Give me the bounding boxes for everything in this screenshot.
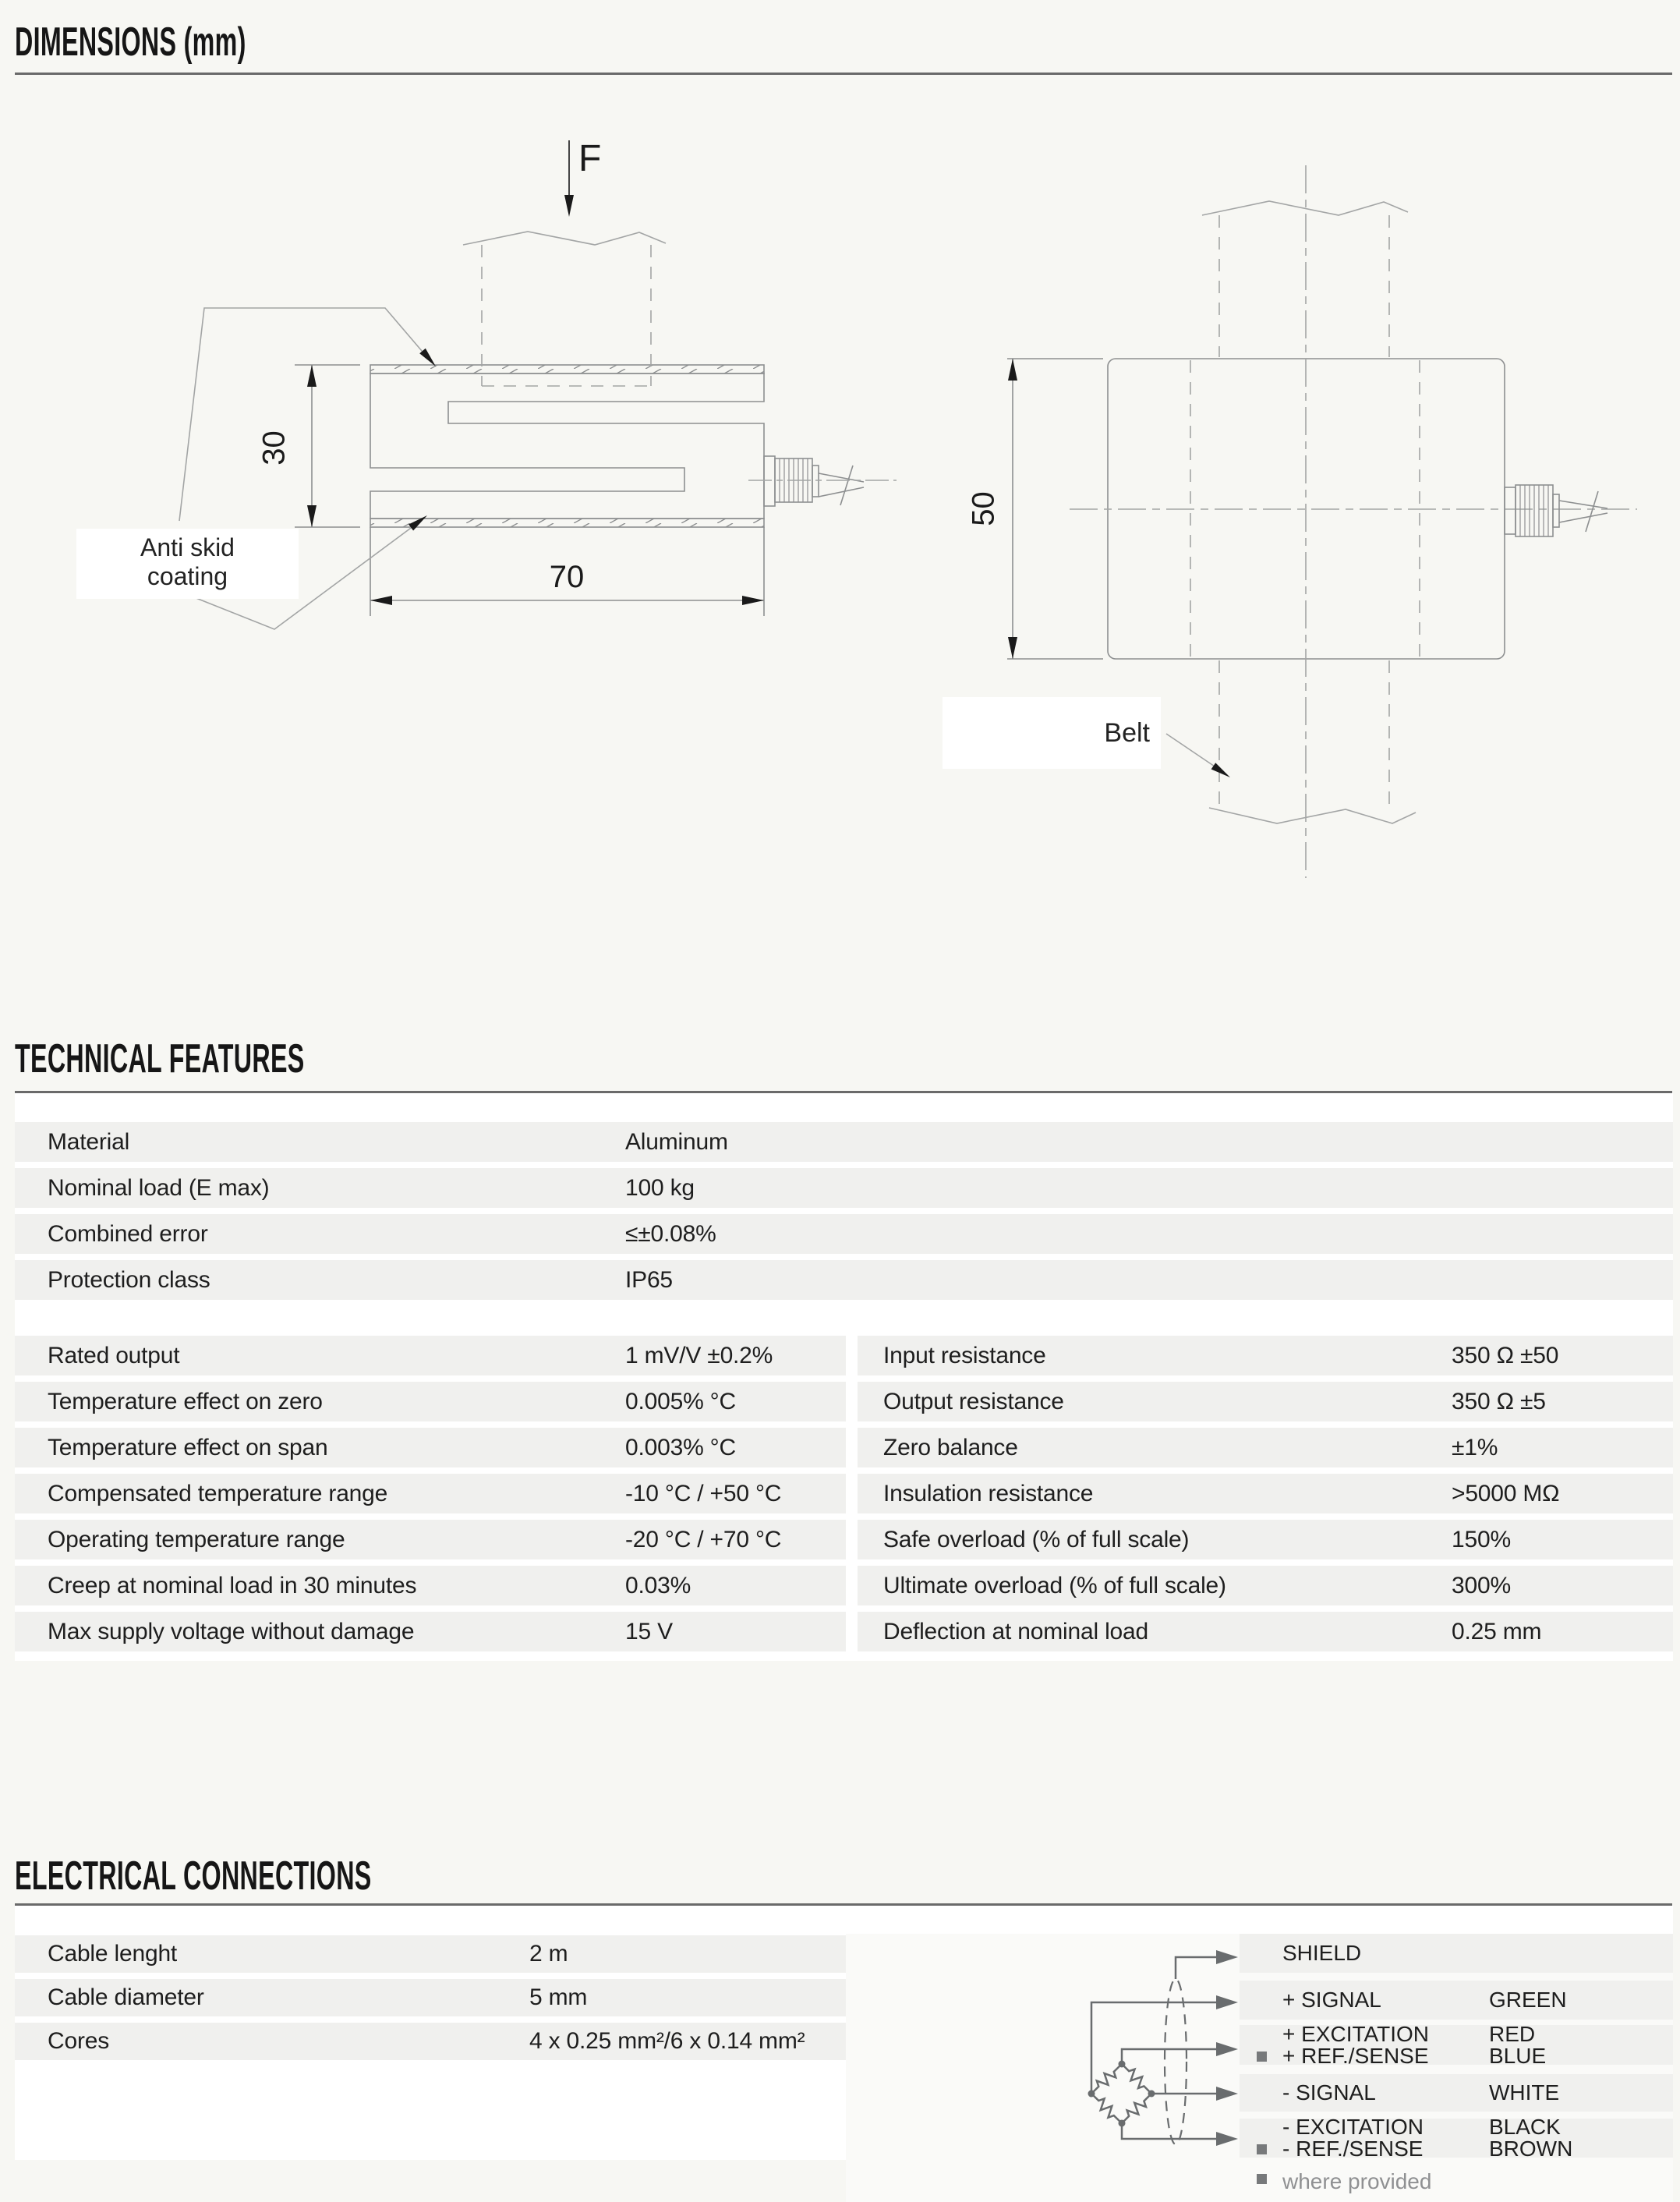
spec-value: 350 Ω ±5: [1452, 1388, 1546, 1414]
plus-excitation-wire: [1122, 2049, 1218, 2064]
spec-value: >5000 MΩ: [1452, 1480, 1560, 1506]
loadcell-body-outline: [370, 373, 764, 519]
belt-break-top: [1202, 201, 1408, 215]
spec-value: 0.005% °C: [625, 1388, 736, 1414]
wire-label: - EXCITATION: [1282, 2115, 1424, 2139]
dimensions-title: DIMENSIONS (mm): [15, 19, 246, 65]
spec-label: Deflection at nominal load: [883, 1618, 1149, 1644]
note-text: where provided: [1282, 2169, 1432, 2193]
table-row: [15, 1566, 846, 1605]
spec-value: 350 Ω ±50: [1452, 1342, 1559, 1368]
spec-label: Rated output: [48, 1342, 180, 1368]
provided-marker-icon: [1257, 2052, 1267, 2062]
table-row: [15, 1428, 846, 1467]
table-row: [15, 1260, 1673, 1300]
wire-label: + EXCITATION: [1282, 2021, 1429, 2046]
spec-value: 1 mV/V ±0.2%: [625, 1342, 773, 1368]
dimension-drawings: [0, 0, 1680, 1006]
table-row: [15, 1612, 846, 1652]
anti-skid-line2: coating: [147, 562, 228, 590]
spec-label: Creep at nominal load in 30 minutes: [48, 1572, 417, 1598]
technical-features-title: TECHNICAL FEATURES: [15, 1036, 305, 1082]
spec-value: 0.003% °C: [625, 1434, 736, 1460]
spec-label: Output resistance: [883, 1388, 1064, 1414]
table-row: [15, 1979, 846, 2016]
cable-shield-ellipse: [1165, 1979, 1187, 2144]
table-row: [15, 1168, 1673, 1208]
front-view-drawing: [1007, 165, 1637, 878]
belt-lines-front: [1190, 215, 1420, 808]
where-provided-note: [1240, 2169, 1673, 2194]
spec-value: 2 m: [529, 1941, 568, 1967]
wheatstone-bridge: [1088, 2060, 1155, 2127]
dim-70-label: 70: [549, 560, 585, 594]
wiring-row: [1240, 2115, 1673, 2161]
spec-value: Aluminum: [625, 1128, 728, 1155]
wire-color: BLACK: [1489, 2115, 1561, 2139]
spec-value: ≤±0.08%: [625, 1220, 716, 1247]
table-row: [15, 1336, 846, 1375]
force-arrow: [564, 140, 574, 217]
wire-label: SHIELD: [1282, 1941, 1362, 1965]
spec-label: Nominal load (E max): [48, 1174, 270, 1201]
table-row: [15, 1214, 1673, 1254]
table-row: [15, 1935, 846, 1973]
spec-label: Compensated temperature range: [48, 1480, 388, 1506]
wire-color: GREEN: [1489, 1988, 1567, 2012]
belt-break-bottom: [1209, 808, 1416, 823]
electrical-connections-title: ELECTRICAL CONNECTIONS: [15, 1853, 372, 1899]
spec-value: 4 x 0.25 mm²/6 x 0.14 mm²: [529, 2028, 805, 2054]
spec-label: Input resistance: [883, 1342, 1046, 1368]
wire-label: + REF./SENSE: [1282, 2043, 1429, 2068]
spec-label: Operating temperature range: [48, 1526, 345, 1552]
cable-connector-front: [1505, 485, 1607, 536]
provided-marker-icon: [1257, 2144, 1267, 2154]
wiring-row: [1240, 2021, 1673, 2068]
spec-label: Ultimate overload (% of full scale): [883, 1572, 1226, 1598]
spec-label: Temperature effect on zero: [48, 1388, 323, 1414]
table-row: [858, 1336, 1673, 1375]
plus-signal-wire: [1091, 2002, 1218, 2094]
wire-color: WHITE: [1489, 2080, 1560, 2105]
provided-marker-icon: [1257, 2174, 1267, 2184]
spec-value: 0.25 mm: [1452, 1618, 1542, 1644]
wire-color: RED: [1489, 2021, 1536, 2046]
table-row: [15, 1474, 846, 1513]
wire-label: - REF./SENSE: [1282, 2137, 1424, 2161]
shield-wire: [1176, 1957, 1218, 1979]
spec-value: 5 mm: [529, 1984, 588, 2010]
table-row: [15, 2023, 846, 2060]
spec-label: Temperature effect on span: [48, 1434, 328, 1460]
table-row: [15, 1382, 846, 1421]
wire-color: BROWN: [1489, 2137, 1573, 2161]
dim-50-label: 50: [966, 491, 1001, 526]
cable-connector: [748, 456, 897, 506]
spec-value: IP65: [625, 1266, 673, 1293]
top-antiskid-strip: [370, 365, 764, 373]
spec-value: 100 kg: [625, 1174, 695, 1201]
spec-label: Cable lenght: [48, 1941, 178, 1967]
table-row: [858, 1520, 1673, 1559]
wire-label: + SIGNAL: [1282, 1988, 1381, 2012]
spec-label: Combined error: [48, 1220, 208, 1247]
spec-value: 0.03%: [625, 1572, 691, 1598]
table-row: [858, 1474, 1673, 1513]
spec-label: Max supply voltage without damage: [48, 1618, 415, 1644]
belt-break-line: [463, 232, 666, 245]
bottom-antiskid-strip: [370, 519, 764, 527]
wire-color: BLUE: [1489, 2043, 1547, 2068]
spec-value: -10 °C / +50 °C: [625, 1480, 782, 1506]
spec-label: Safe overload (% of full scale): [883, 1526, 1190, 1552]
center-lines: [1070, 165, 1637, 878]
spec-value: 150%: [1452, 1526, 1511, 1552]
spec-label: Cores: [48, 2028, 110, 2054]
spec-value: -20 °C / +70 °C: [625, 1526, 782, 1552]
dim-30: [295, 365, 360, 527]
spec-value: 15 V: [625, 1618, 673, 1644]
spec-label: Zero balance: [883, 1434, 1018, 1460]
force-label: F: [578, 138, 602, 179]
spec-label: Material: [48, 1128, 130, 1155]
table-row: [858, 1612, 1673, 1652]
table-row: [15, 1122, 1673, 1162]
table-row: [858, 1428, 1673, 1467]
belt-label: Belt: [943, 697, 1161, 769]
wiring-row: [1240, 1981, 1673, 2020]
anti-skid-line1: Anti skid: [140, 533, 235, 561]
wire-label: - SIGNAL: [1282, 2080, 1376, 2105]
minus-excitation-wire: [1122, 2123, 1218, 2139]
wiring-row: [1240, 2074, 1673, 2112]
spec-label: Cable diameter: [48, 1984, 204, 2010]
table-row: [858, 1566, 1673, 1605]
table-row: [15, 1520, 846, 1559]
anti-skid-coating-label: [76, 529, 299, 599]
dim-30-label: 30: [256, 430, 292, 466]
spec-value: ±1%: [1452, 1434, 1498, 1460]
belt-leader: [1166, 734, 1230, 777]
spec-label: Insulation resistance: [883, 1480, 1094, 1506]
table-row: [858, 1382, 1673, 1421]
wiring-row: [1240, 1934, 1673, 1973]
spec-label: Protection class: [48, 1266, 210, 1293]
spec-value: 300%: [1452, 1572, 1511, 1598]
